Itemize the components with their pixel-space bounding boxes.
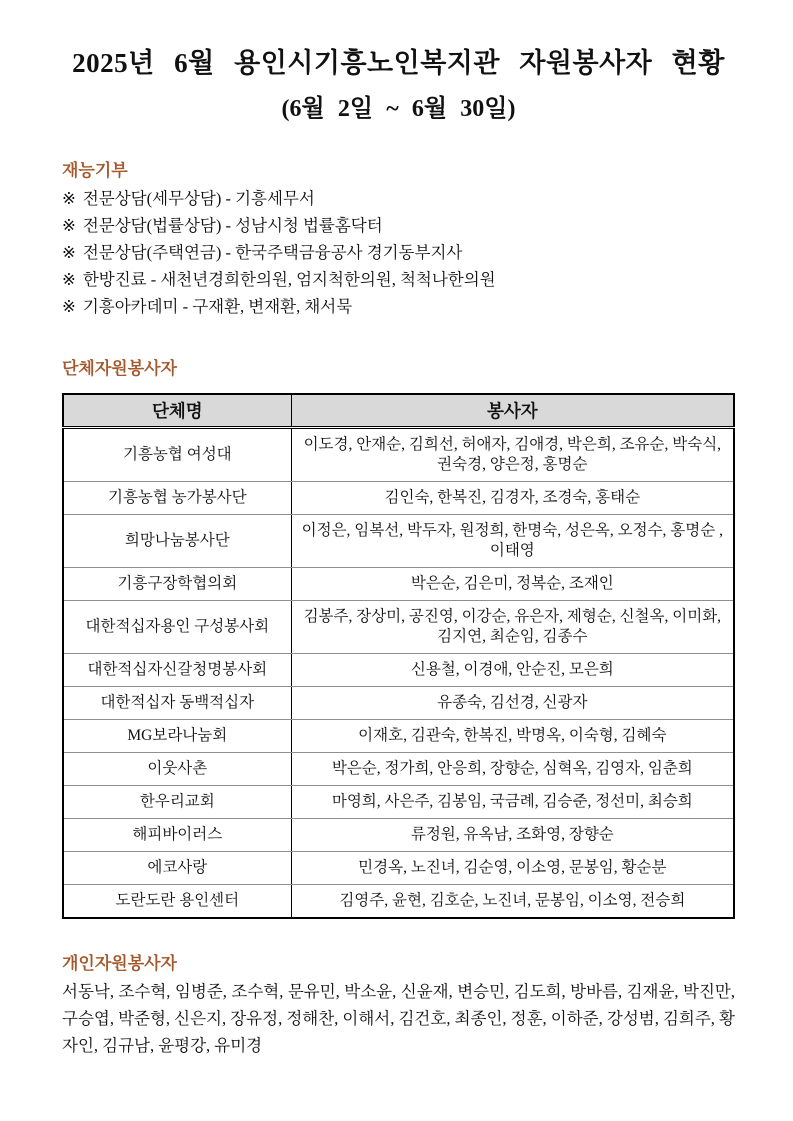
org-name-cell: 대한적십자용인 구성봉사회	[63, 600, 291, 653]
talent-donation-item	[62, 239, 735, 266]
volunteers-cell: 김인숙, 한복진, 김경자, 조경숙, 홍태순	[291, 481, 734, 514]
talent-donation-list	[62, 185, 735, 320]
talent-donation-item	[62, 293, 735, 320]
reference-mark-icon: ※	[62, 269, 76, 289]
volunteers-cell: 박은순, 정가희, 안응희, 장향순, 심혁옥, 김영자, 임춘희	[291, 752, 734, 785]
talent-donation-heading: 재능기부	[62, 160, 128, 180]
volunteers-cell: 이정은, 임복선, 박두자, 원정희, 한명숙, 성은옥, 오정수, 홍명순 , 이태영	[291, 514, 734, 567]
table-row	[63, 719, 734, 752]
group-volunteers-heading: 단체자원봉사자	[62, 358, 177, 378]
org-name-cell: 기흥농협 여성대	[63, 427, 291, 481]
talent-donation-item-text: 전문상담(주택연금) - 한국주택금융공사 경기동부지사	[82, 242, 463, 262]
talent-donation-item	[62, 185, 735, 212]
table-row	[63, 653, 734, 686]
table-row	[63, 567, 734, 600]
table-row	[63, 818, 734, 851]
org-name-cell: 기흥농협 농가봉사단	[63, 481, 291, 514]
volunteers-cell: 민경옥, 노진녀, 김순영, 이소영, 문봉임, 황순분	[291, 851, 734, 884]
volunteers-cell: 유종숙, 김선경, 신광자	[291, 686, 734, 719]
org-name-cell: 한우리교회	[63, 785, 291, 818]
column-header-org: 단체명	[63, 394, 291, 428]
talent-donation-item-text: 전문상담(세무상담) - 기흥세무서	[82, 188, 315, 208]
table-row	[63, 752, 734, 785]
org-name-cell: 대한적십자 동백적십자	[63, 686, 291, 719]
org-name-cell: 에코사랑	[63, 851, 291, 884]
table-row	[63, 884, 734, 918]
reference-mark-icon: ※	[62, 242, 76, 262]
volunteers-cell: 신용철, 이경애, 안순진, 모은희	[291, 653, 734, 686]
volunteers-cell: 이재호, 김관숙, 한복진, 박명옥, 이숙형, 김혜숙	[291, 719, 734, 752]
column-header-volunteers: 봉사자	[291, 394, 734, 428]
volunteers-cell: 김영주, 윤현, 김호순, 노진녀, 문봉임, 이소영, 전승희	[291, 884, 734, 918]
individual-volunteers-section	[62, 949, 735, 1059]
reference-mark-icon: ※	[62, 296, 76, 316]
talent-donation-item-text: 기흥아카데미 - 구재환, 변재환, 채서묵	[82, 296, 353, 316]
org-name-cell: 이웃사촌	[63, 752, 291, 785]
table-row	[63, 785, 734, 818]
individual-volunteers-names: 서동낙, 조수혁, 임병준, 조수혁, 문유민, 박소윤, 신윤재, 변승민, 김도희, 방바름, 김재윤, 박진만, 구승엽, 박준형, 신은지, 장유정, 정해찬, 이해서, 김건호, 최종인, 정훈, 이하준, 강성범, 김희주, 황자인, 김규남, 윤평강, 유미경	[62, 981, 735, 1055]
talent-donation-section	[62, 156, 735, 320]
reference-mark-icon: ※	[62, 215, 76, 235]
org-name-cell: 대한적십자신갈청명봉사회	[63, 653, 291, 686]
reference-mark-icon: ※	[62, 188, 76, 208]
group-volunteers-section	[62, 354, 735, 919]
page-subtitle-date-range: (6월 2일 ~ 6월 30일)	[281, 96, 516, 123]
talent-donation-item-text: 전문상담(법률상담) - 성남시청 법률홈닥터	[82, 215, 383, 235]
talent-donation-item	[62, 212, 735, 239]
page-title: 2025년 6월 용인시기흥노인복지관 자원봉사자 현황	[72, 48, 725, 78]
volunteers-cell: 류정원, 유옥남, 조화영, 장향순	[291, 818, 734, 851]
org-name-cell: 해피바이러스	[63, 818, 291, 851]
group-table-body	[63, 427, 734, 918]
org-name-cell: MG보라나눔회	[63, 719, 291, 752]
table-row	[63, 600, 734, 653]
table-row	[63, 481, 734, 514]
org-name-cell: 도란도란 용인센터	[63, 884, 291, 918]
org-name-cell: 희망나눔봉사단	[63, 514, 291, 567]
individual-volunteers-heading: 개인자원봉사자	[62, 953, 177, 973]
volunteers-cell: 김봉주, 장상미, 공진영, 이강순, 유은자, 제형순, 신철옥, 이미화, 김지연, 최순임, 김종수	[291, 600, 734, 653]
volunteers-cell: 마영희, 사은주, 김봉임, 국금례, 김승준, 정선미, 최승희	[291, 785, 734, 818]
volunteers-cell: 이도경, 안재순, 김희선, 허애자, 김애경, 박은희, 조유순, 박숙식, 권숙경, 양은정, 홍명순	[291, 427, 734, 481]
volunteers-cell: 박은순, 김은미, 정복순, 조재인	[291, 567, 734, 600]
table-row	[63, 686, 734, 719]
table-row	[63, 851, 734, 884]
table-row	[63, 514, 734, 567]
org-name-cell: 기흥구장학협의회	[63, 567, 291, 600]
table-row	[63, 427, 734, 481]
group-volunteers-table	[62, 393, 735, 919]
table-header-row	[63, 394, 734, 428]
title-block	[62, 46, 735, 124]
talent-donation-item-text: 한방진료 - 새천년경희한의원, 엄지척한의원, 척척나한의원	[82, 269, 496, 289]
talent-donation-item	[62, 266, 735, 293]
